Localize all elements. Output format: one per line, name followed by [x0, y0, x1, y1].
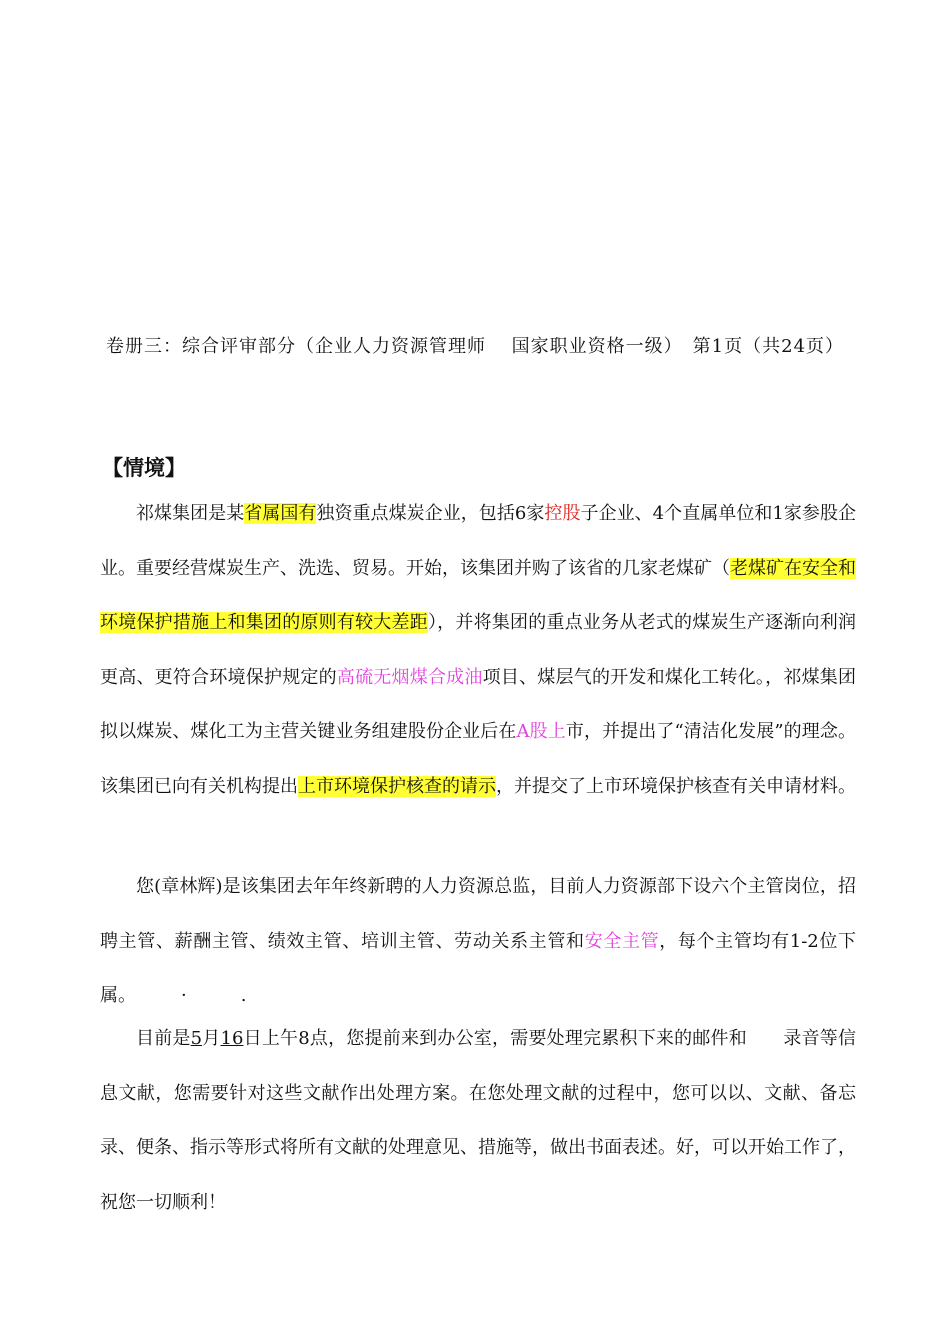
text-run: ），并将集团的重点业务从老式的煤炭生产逐渐向利润更高、更符合环境保护规定的 [100, 612, 856, 688]
magenta-text-run: 高硫无烟煤合成油 [336, 666, 483, 688]
text-run: ，每个主管均有1-2位下属。 · . [100, 930, 857, 1006]
highlight-run: 上市环境保护核查的请示 [298, 775, 496, 797]
text-run: 月 [202, 1028, 221, 1049]
text-run: 目前是 [136, 1028, 191, 1049]
paragraph-task [100, 1012, 856, 1230]
text-run: 日上午8点，您提前来到办公室，需要处理完累积下来的邮件和 录音等信息文献，您需要针对这些文献作出处理方案。在您处理文献的过程中，您可以以、文献、备忘录、便条、指示等形式将所有文献的处理意见、措施等，做出书面表述。好，可以开始工作了，祝您一切顺利！ [100, 1028, 857, 1213]
section-title: 【情境】 [102, 456, 186, 480]
text-run: ，并提交了上市环境保护核查有关申请材料。 [496, 775, 856, 797]
red-text-run: 控股 [544, 503, 581, 524]
text-run: 祁煤集团是某 [136, 503, 245, 524]
text-run: 市，并提出了“清洁化发展”的理念。该集团已向有关机构提出 [100, 721, 856, 797]
page-header [100, 322, 850, 372]
magenta-text-run: 安全主管 [584, 930, 660, 952]
text-run: 子企业、4个直属单位和1家参股企业。重要经营煤炭生产、洗选、贸易。开始，该集团并购了该省的几家老煤矿（ [100, 503, 857, 579]
underlined-month: 5 [190, 1028, 203, 1049]
paragraph-scenario [100, 487, 856, 814]
paragraph-role [100, 860, 856, 1024]
text-run: 您(章林辉)是该集团去年年终新聘的人力资源总监，目前人力资源部下设六个主管岗位，招聘主管、薪酬主管、绩效主管、培训主管、劳动关系主管和 [100, 876, 856, 952]
text-run: 独资重点煤炭企业，包括6家 [316, 503, 545, 524]
magenta-text-run: A股上 [516, 721, 566, 742]
header-text: 卷册三：综合评审部分（企业人力资源管理师 国家职业资格一级） 第1页（共24页） [105, 336, 845, 357]
underlined-day: 16 [220, 1028, 244, 1049]
highlight-run: 省属国有 [244, 503, 317, 524]
text-run: 项目、煤层气的开发和煤化工转化。，祁煤集团拟以煤炭、煤化工为主营关键业务组建股份企业后在 [100, 666, 857, 742]
highlight-run: 老煤矿在安全和环境保护措施上和集团的原则有较大差距 [100, 557, 856, 633]
